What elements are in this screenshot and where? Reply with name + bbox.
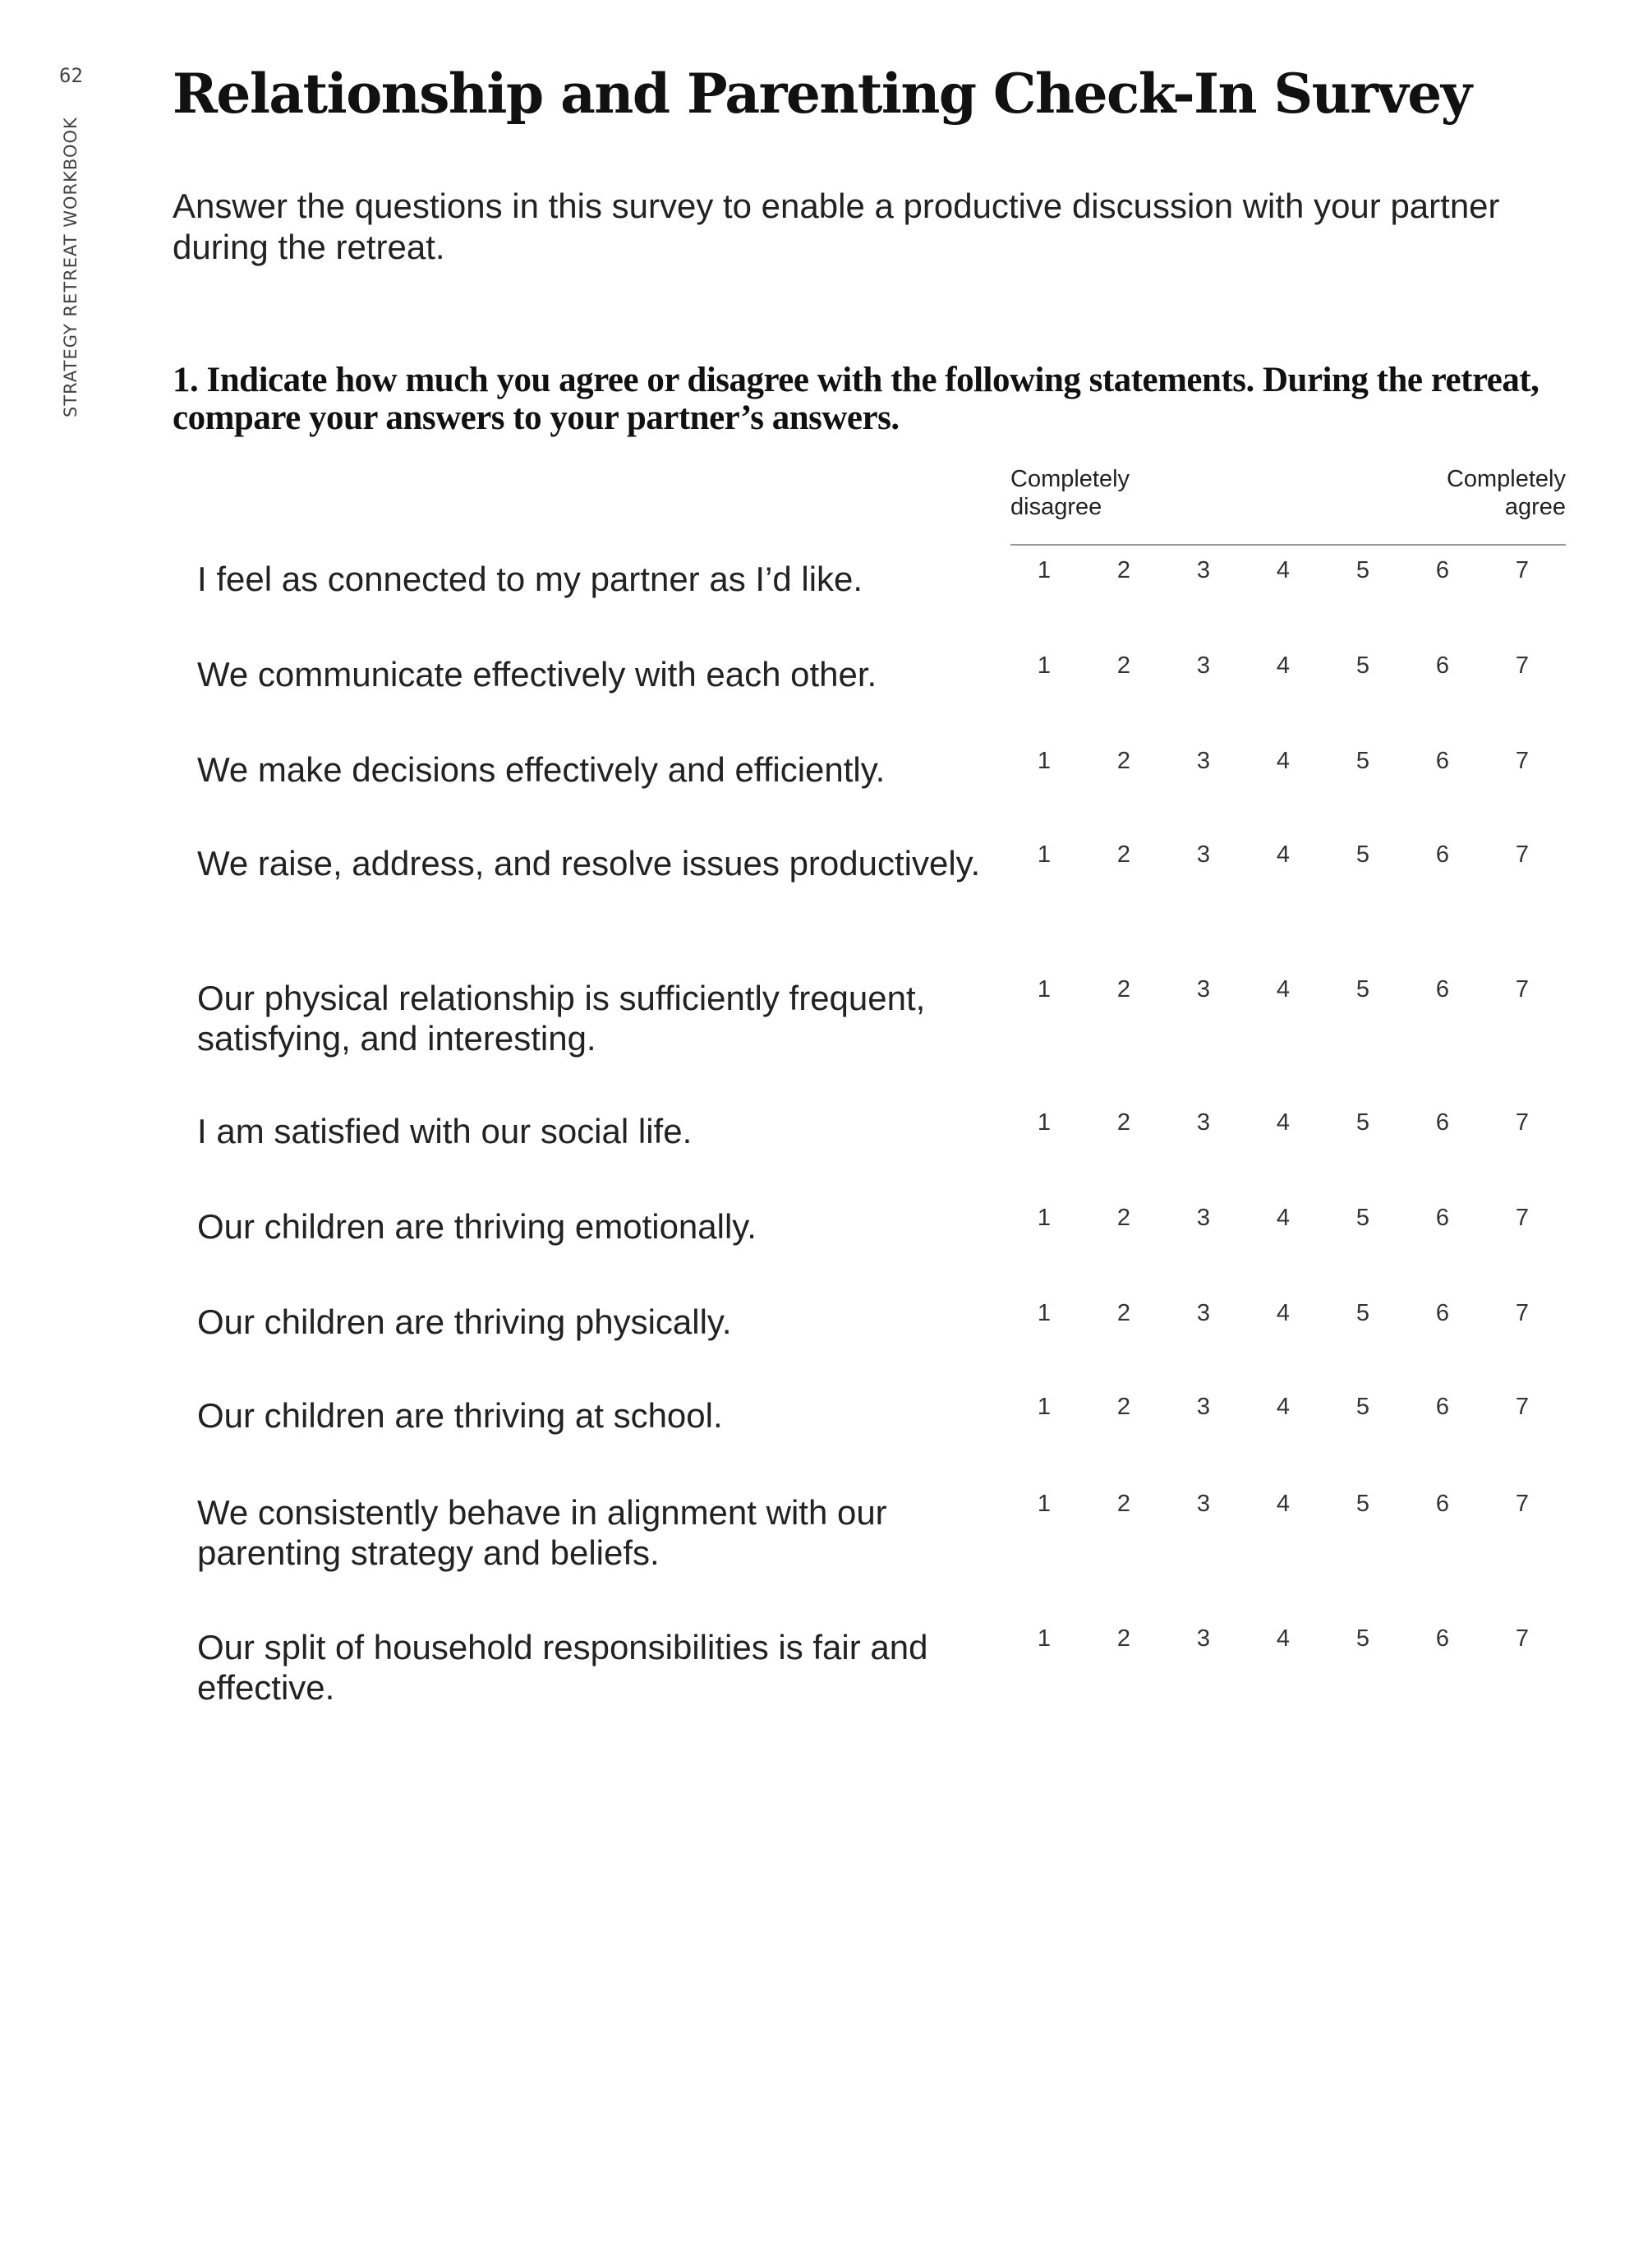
rating-scale — [1028, 973, 1603, 1006]
statement-text: I feel as connected to my partner as I’d like. — [197, 560, 863, 598]
rating-scale — [1028, 838, 1603, 871]
rating-option-4[interactable]: 4 — [1276, 1491, 1291, 1517]
statement-text: Our split of household responsibilities is fair and effective. — [197, 1628, 928, 1707]
rating-option-3[interactable]: 3 — [1196, 748, 1211, 774]
rating-option-1[interactable]: 1 — [1037, 1491, 1052, 1517]
rating-option-3[interactable]: 3 — [1196, 652, 1211, 679]
rating-option-3[interactable]: 3 — [1196, 1109, 1211, 1136]
rating-option-4[interactable]: 4 — [1276, 1109, 1291, 1136]
scale-high-label — [1447, 465, 1566, 521]
rating-option-1[interactable]: 1 — [1037, 748, 1052, 774]
rating-option-3[interactable]: 3 — [1196, 557, 1211, 583]
statement-text: We raise, address, and resolve issues productively. — [197, 844, 981, 883]
rating-option-4[interactable]: 4 — [1276, 748, 1291, 774]
intro-text: Answer the questions in this survey to enable a productive discussion with your partner during the retreat. — [173, 187, 1500, 266]
rating-option-1[interactable]: 1 — [1037, 1300, 1052, 1326]
rating-option-2[interactable]: 2 — [1116, 1205, 1131, 1231]
scale-high-label-line1: Completely — [1446, 466, 1566, 492]
rating-option-4[interactable]: 4 — [1276, 1625, 1291, 1652]
statement-text: Our children are thriving physically. — [197, 1302, 732, 1341]
rating-option-6[interactable]: 6 — [1435, 1300, 1450, 1326]
rating-option-5[interactable]: 5 — [1355, 652, 1370, 679]
rating-scale — [1028, 1297, 1603, 1330]
rating-option-1[interactable]: 1 — [1037, 557, 1052, 583]
rating-option-4[interactable]: 4 — [1276, 1300, 1291, 1326]
rating-option-4[interactable]: 4 — [1276, 1205, 1291, 1231]
rating-option-6[interactable]: 6 — [1435, 1109, 1450, 1136]
rating-scale — [1028, 1390, 1603, 1423]
running-head: STRATEGY RETREAT WORKBOOK — [61, 117, 81, 417]
rating-option-5[interactable]: 5 — [1355, 1394, 1370, 1420]
statement-text: Our children are thriving emotionally. — [197, 1207, 757, 1246]
rating-option-7[interactable]: 7 — [1515, 748, 1530, 774]
rating-option-5[interactable]: 5 — [1355, 557, 1370, 583]
rating-option-5[interactable]: 5 — [1355, 748, 1370, 774]
rating-option-7[interactable]: 7 — [1515, 841, 1530, 868]
rating-scale — [1028, 1487, 1603, 1520]
rating-option-2[interactable]: 2 — [1116, 1625, 1131, 1652]
rating-option-7[interactable]: 7 — [1515, 1205, 1530, 1231]
rating-option-3[interactable]: 3 — [1196, 976, 1211, 1003]
rating-option-5[interactable]: 5 — [1355, 1625, 1370, 1652]
rating-scale — [1028, 1201, 1603, 1234]
rating-option-5[interactable]: 5 — [1355, 976, 1370, 1003]
rating-option-4[interactable]: 4 — [1276, 557, 1291, 583]
rating-option-5[interactable]: 5 — [1355, 1491, 1370, 1517]
rating-option-3[interactable]: 3 — [1196, 1394, 1211, 1420]
rating-option-2[interactable]: 2 — [1116, 1394, 1131, 1420]
rating-option-2[interactable]: 2 — [1116, 841, 1131, 868]
rating-option-7[interactable]: 7 — [1515, 1394, 1530, 1420]
rating-option-6[interactable]: 6 — [1435, 1394, 1450, 1420]
rating-option-4[interactable]: 4 — [1276, 1394, 1291, 1420]
rating-option-2[interactable]: 2 — [1116, 652, 1131, 679]
rating-option-7[interactable]: 7 — [1515, 1300, 1530, 1326]
rating-option-2[interactable]: 2 — [1116, 1109, 1131, 1136]
scale-high-label-line2: agree — [1504, 494, 1566, 520]
rating-option-2[interactable]: 2 — [1116, 557, 1131, 583]
rating-option-6[interactable]: 6 — [1435, 748, 1450, 774]
rating-option-1[interactable]: 1 — [1037, 976, 1052, 1003]
rating-option-2[interactable]: 2 — [1116, 748, 1131, 774]
rating-option-3[interactable]: 3 — [1196, 1625, 1211, 1652]
statement-text: I am satisfied with our social life. — [197, 1112, 693, 1150]
rating-scale — [1028, 1106, 1603, 1139]
rating-option-5[interactable]: 5 — [1355, 1109, 1370, 1136]
rating-option-6[interactable]: 6 — [1435, 976, 1450, 1003]
rating-option-6[interactable]: 6 — [1435, 1205, 1450, 1231]
question-prompt: 1. Indicate how much you agree or disagree with the following statements. During the retreat, compare your answers to your partner’s answers. — [173, 361, 1539, 437]
rating-option-1[interactable]: 1 — [1037, 652, 1052, 679]
scale-low-label-line1: Completely — [1010, 466, 1130, 492]
rating-option-2[interactable]: 2 — [1116, 1300, 1131, 1326]
page-title: Relationship and Parenting Check-In Survey — [173, 62, 1471, 126]
rating-option-5[interactable]: 5 — [1355, 1300, 1370, 1326]
rating-option-3[interactable]: 3 — [1196, 841, 1211, 868]
rating-option-1[interactable]: 1 — [1037, 1109, 1052, 1136]
statement-text: Our physical relationship is sufficiently frequent, satisfying, and interesting. — [197, 979, 926, 1058]
rating-option-7[interactable]: 7 — [1515, 976, 1530, 1003]
rating-option-7[interactable]: 7 — [1515, 557, 1530, 583]
rating-option-1[interactable]: 1 — [1037, 1625, 1052, 1652]
scale-low-label — [1010, 465, 1130, 521]
rating-option-1[interactable]: 1 — [1037, 841, 1052, 868]
rating-option-1[interactable]: 1 — [1037, 1205, 1052, 1231]
rating-option-5[interactable]: 5 — [1355, 841, 1370, 868]
rating-option-1[interactable]: 1 — [1037, 1394, 1052, 1420]
scale-header — [1010, 465, 1566, 546]
rating-option-6[interactable]: 6 — [1435, 1491, 1450, 1517]
rating-option-6[interactable]: 6 — [1435, 1625, 1450, 1652]
statement-text: Our children are thriving at school. — [197, 1396, 723, 1435]
rating-option-6[interactable]: 6 — [1435, 652, 1450, 679]
page-number: 62 — [59, 64, 83, 87]
rating-option-4[interactable]: 4 — [1276, 652, 1291, 679]
rating-scale — [1028, 744, 1603, 777]
rating-option-3[interactable]: 3 — [1196, 1300, 1211, 1326]
rating-option-6[interactable]: 6 — [1435, 557, 1450, 583]
statement-text: We consistently behave in alignment with our parenting strategy and beliefs. — [197, 1493, 887, 1572]
rating-option-3[interactable]: 3 — [1196, 1205, 1211, 1231]
rating-scale — [1028, 649, 1603, 682]
rating-option-6[interactable]: 6 — [1435, 841, 1450, 868]
rating-option-5[interactable]: 5 — [1355, 1205, 1370, 1231]
rating-option-7[interactable]: 7 — [1515, 1109, 1530, 1136]
rating-option-2[interactable]: 2 — [1116, 976, 1131, 1003]
rating-scale — [1028, 554, 1603, 587]
rating-option-7[interactable]: 7 — [1515, 652, 1530, 679]
rating-option-4[interactable]: 4 — [1276, 841, 1291, 868]
rating-option-7[interactable]: 7 — [1515, 1491, 1530, 1517]
rating-option-4[interactable]: 4 — [1276, 976, 1291, 1003]
scale-low-label-line2: disagree — [1010, 494, 1102, 520]
rating-option-2[interactable]: 2 — [1116, 1491, 1131, 1517]
statement-text: We communicate effectively with each other. — [197, 655, 877, 694]
rating-option-7[interactable]: 7 — [1515, 1625, 1530, 1652]
rating-scale — [1028, 1622, 1603, 1655]
rating-option-3[interactable]: 3 — [1196, 1491, 1211, 1517]
statement-text: We make decisions effectively and efficiently. — [197, 750, 886, 789]
